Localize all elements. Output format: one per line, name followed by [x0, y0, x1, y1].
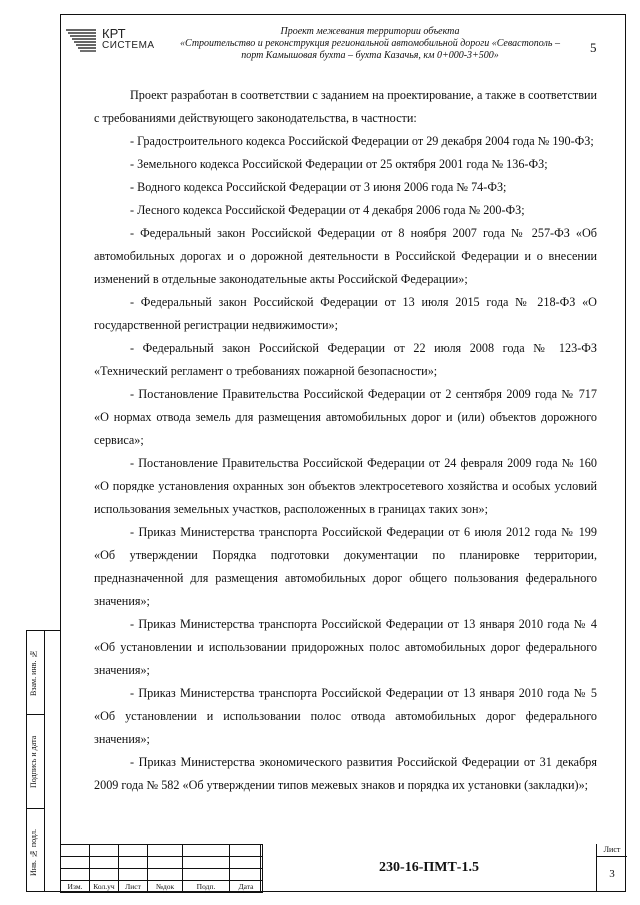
- table-cell: [148, 845, 183, 857]
- document-code: 230-16-ПМТ-1.5: [260, 844, 597, 892]
- sheet-number: 3: [609, 868, 615, 880]
- list-item: - Приказ Министерства транспорта Российской Федерации от 13 января 2010 года № 5 «Об установлении и использовании полос отвода автомобильных дорог федерального значения»;: [94, 686, 597, 746]
- table-cell: [119, 869, 148, 881]
- table-cell: [230, 857, 263, 869]
- column-header-kol-uch: Кол.уч: [90, 881, 119, 893]
- list-item: - Постановление Правительства Российской Федерации от 2 сентября 2009 года № 717 «О нормах отвода земель для размещения автомобильных дорог и (или) объектов дорожного сервиса»;: [94, 387, 597, 447]
- header-title: [160, 26, 580, 62]
- table-cell: [61, 845, 90, 857]
- table-cell: [183, 845, 230, 857]
- page-header: [60, 14, 626, 76]
- list-item: - Приказ Министерства транспорта Российской Федерации от 6 июля 2012 года № 199 «Об утверждении Порядка подготовки документации по планировке территории, предназначенной для размещения автомобильных дорог общего пользования федерального значения»;: [94, 525, 597, 608]
- list-item: - Постановление Правительства Российской Федерации от 24 февраля 2009 года № 160 «О порядке установления охранных зон объектов электросетевого хозяйства и особых условий использования земельных участков, расположенных в границах таких зон»;: [94, 456, 597, 516]
- table-cell: [119, 845, 148, 857]
- table-cell: [61, 857, 90, 869]
- header-page-number: 5: [590, 40, 597, 55]
- table-cell: [90, 845, 119, 857]
- list-item: - Приказ Министерства экономического развития Российской Федерации от 31 декабря 2009 года № 582 «Об утверждении типов межевых знаков и порядка их установки (закладки)»;: [94, 755, 597, 792]
- list-item: - Земельного кодекса Российской Федерации от 25 октября 2001 года № 136-ФЗ;: [130, 157, 548, 171]
- table-cell: [90, 869, 119, 881]
- column-header-ndok: №док: [148, 881, 183, 893]
- list-item: - Федеральный закон Российской Федерации от 8 ноября 2007 года № 257-ФЗ «Об автомобильных дорогах и о дорожной деятельности в Российской Федерации и о внесении изменений в отдельные законодательные акты Российской Федерации»;: [94, 226, 597, 286]
- list-item: - Водного кодекса Российской Федерации от 3 июня 2006 года № 74-ФЗ;: [130, 180, 507, 194]
- table-cell: [148, 869, 183, 881]
- table-row: [61, 869, 263, 881]
- list-item: - Градостроительного кодекса Российской Федерации от 29 декабря 2004 года № 190-ФЗ;: [130, 134, 594, 148]
- column-header-data: Дата: [230, 881, 263, 893]
- title-block: [60, 844, 626, 892]
- list-item: - Лесного кодекса Российской Федерации от 4 декабря 2006 года № 200-ФЗ;: [130, 203, 525, 217]
- header-line1: Проект межевания территории объекта: [280, 26, 460, 37]
- document-body: [94, 84, 597, 797]
- logo-line2: СИСТЕМА: [102, 40, 155, 51]
- intro-paragraph: Проект разработан в соответствии с заданием на проектирование, а также в соответствии с требованиями действующего законодательства, в частности:: [94, 88, 597, 125]
- table-cell: [148, 857, 183, 869]
- header-line3: порт Камышовая бухта – бухта Казачья, км 0+000-3+500»: [241, 50, 499, 61]
- table-cell: [183, 869, 230, 881]
- list-item: - Федеральный закон Российской Федерации от 22 июля 2008 года № 123-ФЗ «Технический регламент о требованиях пожарной безопасности»;: [94, 341, 597, 378]
- table-cell: [230, 869, 263, 881]
- sheet-box: [596, 844, 627, 892]
- list-item: - Федеральный закон Российской Федерации от 13 июля 2015 года № 218-ФЗ «О государственной регистрации недвижимости»;: [94, 295, 597, 332]
- table-cell: [119, 857, 148, 869]
- side-label-inv-replace: Взам. инв. №: [29, 649, 38, 697]
- table-cell: [183, 857, 230, 869]
- logo-text: [102, 28, 155, 52]
- side-label-inv-original: Инв. № подл.: [29, 829, 38, 877]
- header-line2: «Строительство и реконструкция региональной автомобильной дороги «Севастополь –: [180, 38, 560, 49]
- table-cell: [90, 857, 119, 869]
- logo-line1: КРТ: [102, 26, 126, 41]
- column-header-izm: Изм.: [61, 881, 90, 893]
- table-row: [61, 845, 263, 857]
- table-row: [61, 857, 263, 869]
- side-approval-strip: [26, 630, 60, 892]
- list-item: - Приказ Министерства транспорта Российской Федерации от 13 января 2010 года № 4 «Об установлении и использовании придорожных полос автомобильных дорог федерального значения»;: [94, 617, 597, 677]
- company-logo: [64, 24, 154, 58]
- logo-stripes-icon: [64, 28, 98, 54]
- column-header-podp: Подп.: [183, 881, 230, 893]
- column-header-list: Лист: [119, 881, 148, 893]
- revision-table: [60, 844, 263, 893]
- table-cell: [61, 869, 90, 881]
- table-header-row: [61, 881, 263, 893]
- sheet-label: Лист: [597, 844, 627, 857]
- table-cell: [230, 845, 263, 857]
- side-label-signature-date: Подпись и дата: [29, 735, 38, 789]
